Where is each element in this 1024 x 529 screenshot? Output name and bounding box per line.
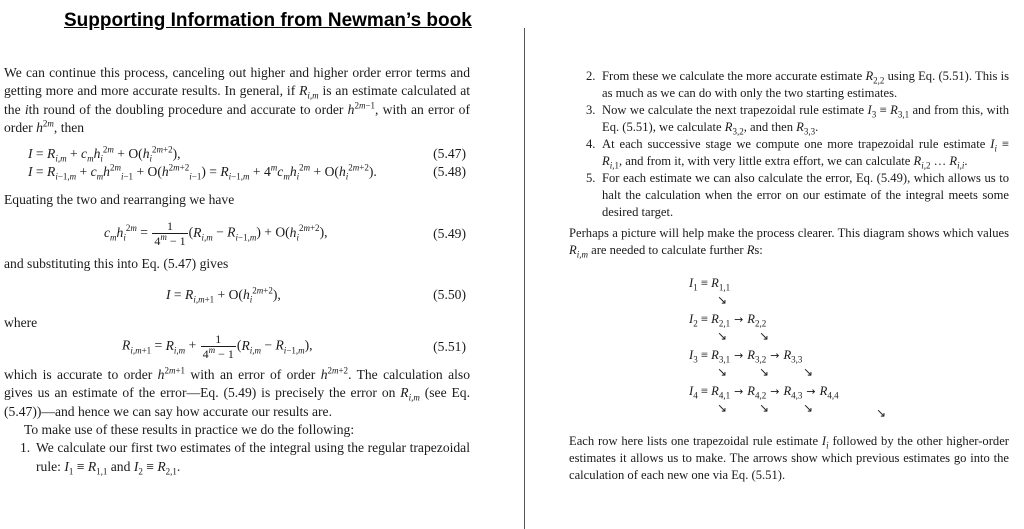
right-column (569, 68, 1009, 484)
diagram-cell: $I_4 \equiv R_{4,1} \to R_{4,2} \to R_{4,3} \to R_{4,4}$ (689, 384, 839, 401)
equation-number: (5.50) (433, 286, 466, 302)
use-text: To make use of these results in practice we do the following: (24, 421, 355, 437)
picture-paragraph: Perhaps a picture will help make the process clearer. This diagram shows which values $R_{i,m}$ are needed to calculate further Rs: (569, 226, 1009, 260)
substituting-text: and substituting this into Eq. (5.47) gives (4, 256, 229, 272)
arrow-down-right-icon: ↘ (803, 401, 814, 415)
arrow-down-right-icon: ↘ (803, 365, 814, 379)
equation-5-49: $c_mh_i^{2m}$ = $\frac{1}{4^m - 1}$ $(R_{i,m} - R_{i-1,m}) + O(h_i^{2m+2})$, (5.49) (104, 219, 466, 249)
arrow-down-right-icon: ↘ (759, 365, 770, 379)
arrow-down-right-icon: ↘ (717, 401, 728, 415)
accuracy-paragraph: which is accurate to order $h^{2m+1}$ with an error of order $h^{2m+2}$. The calculation also gives us an estimate of the error—Eq. (5.49) is precisely the error on $R_{i,m}$ (see Eq. (5.47))—and hence we can say how accurate our results are. (4, 365, 470, 419)
where-text: where (4, 314, 38, 330)
arrow-down-right-icon: ↘ (876, 406, 887, 420)
arrow-down-right-icon: ↘ (759, 401, 770, 415)
equation-number: (5.51) (433, 339, 466, 355)
intro-paragraph: We can continue this process, canceling out higher and higher order error terms and getting more and more accurate results. In general, if $R_{i,m}$ is an estimate calculated at the ith round of the doubling procedure and accurate to order $h^{2m-1}$, with an error of order $h^{2m}$, then (4, 65, 471, 135)
arrow-down-right-icon: ↘ (759, 329, 770, 343)
diagram-cell: $I_3 \equiv R_{3,1} \to R_{3,2} \to R_{3,3}$ (689, 348, 803, 365)
diagram-cell: $I_2 \equiv R_{2,1} \to R_{2,2}$ (689, 312, 767, 329)
equation-5-50: $I = R_{i,m+1} + O(h_i^{2m+2})$, (5.50) (166, 285, 466, 305)
equation-5-47: $I = R_{i,m} + c_mh_i^{2m} + O(h_i^{2m+2})$, (5.47) (28, 144, 466, 164)
equation-number: (5.48) (433, 164, 466, 180)
equation-5-51: $R_{i,m+1} = R_{i,m}$ + $\frac{1}{4^m - 1}$ $(R_{i,m} - R_{i-1,m})$, (5.51) (122, 332, 466, 362)
diagram-cell: $I_1 \equiv R_{1,1}$ (689, 276, 731, 293)
list-item: 1. We calculate our first two estimates of the integral using the regular trapezoidal rule: $I_1 \equiv R_{1,1}$ and $I_2 \equiv R_{2,1}$. (20, 440, 470, 477)
left-column (4, 64, 470, 476)
equation-number: (5.47) (433, 146, 466, 162)
romberg-diagram (569, 265, 1009, 420)
page-title: Supporting Information from Newman’s book (64, 10, 472, 31)
caption-paragraph: Each row here lists one trapezoidal rule estimate $I_i$ followed by the other higher-order estimates it allows us to make. The arrows show which previous estimates go into the calculation of each new one via Eq. (5.51). (569, 434, 1009, 482)
list-item: 2. From these we calculate the more accurate estimate $R_{2,2}$ using Eq. (5.51). This is as much as we can do with only the two starting estimates. (586, 69, 1009, 100)
list-item: 4. At each successive stage we compute one more trapezoidal rule estimate $I_i \equiv R_{i,1}$, and from it, with very little extra effort, we can calculate $R_{i,2}$ … $R_{i,i}$. (586, 137, 1009, 171)
arrow-down-right-icon: ↘ (717, 365, 728, 379)
equation-number: (5.49) (433, 226, 466, 242)
list-item: 5. For each estimate we can also calculate the error, Eq. (5.49), which allows us to halt the calculation when the error on our estimate of the integral meets some desired target. (586, 171, 1009, 219)
column-divider (524, 28, 525, 529)
list-item: 3. Now we calculate the next trapezoidal rule estimate $I_3 \equiv R_{3,1}$ and from this, with Eq. (5.51), we calculate $R_{3,2}$, and then $R_{3,3}$. (586, 103, 1009, 137)
arrow-down-right-icon: ↘ (717, 329, 728, 343)
arrow-down-right-icon: ↘ (717, 293, 728, 307)
equating-text: Equating the two and rearranging we have (4, 192, 235, 208)
equation-5-48: $I = R_{i-1,m} + c_mh^{2m}_{i-1} + O(h^{2m+2}_{i-1}) = R_{i-1,m} + 4^mc_mh_i^{2m} + O(h_i^{2m+2})$. (5.48) (28, 162, 466, 182)
